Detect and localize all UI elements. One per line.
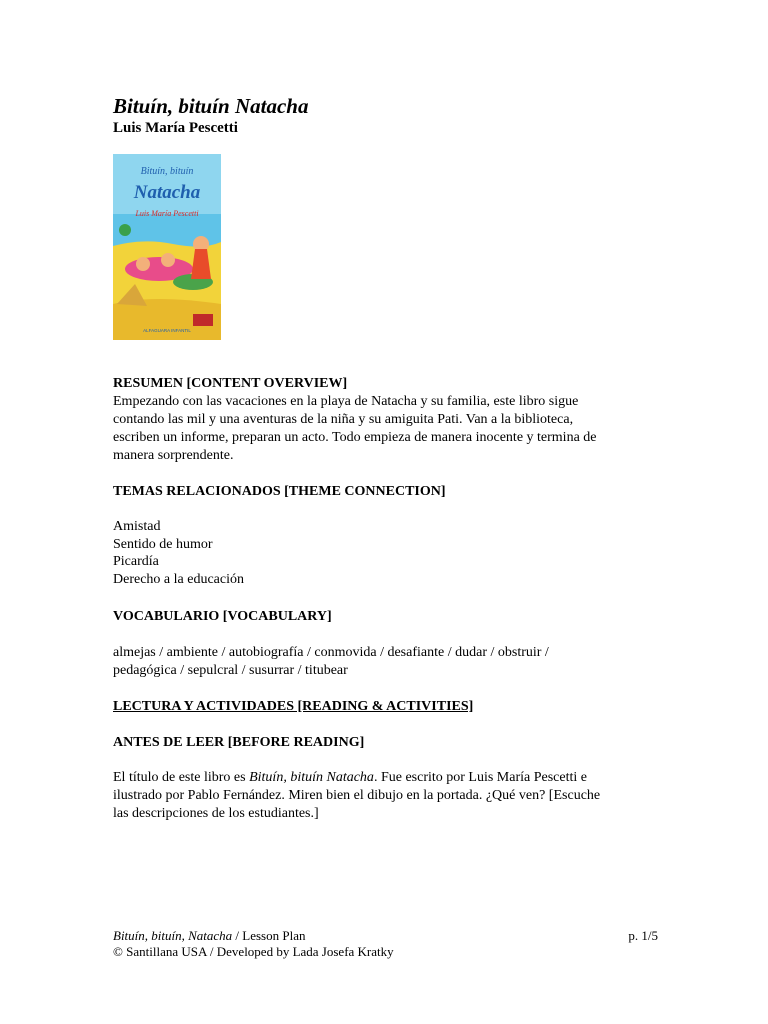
antes-line: [113, 769, 643, 787]
cover-author: Luis María Pescetti: [135, 209, 199, 218]
temas-list: [113, 518, 244, 588]
page-number: p. 1/5: [628, 928, 658, 943]
resumen-paragraph: [113, 393, 643, 465]
temas-heading: TEMAS RELACIONADOS [THEME CONNECTION]: [113, 484, 446, 499]
list-item: Sentido de humor: [113, 536, 213, 552]
lectura-heading: LECTURA Y ACTIVIDADES [READING & ACTIVITIES]: [113, 699, 474, 714]
resumen-line: manera sorprendente.: [113, 448, 234, 463]
resumen-line: Empezando con las vacaciones en la playa de Natacha y su familia, este libro sigue: [113, 394, 579, 409]
antes-line: las descripciones de los estudiantes.]: [113, 806, 319, 821]
resumen-heading: RESUMEN [CONTENT OVERVIEW]: [113, 376, 348, 391]
cover-title-line2: Natacha: [133, 182, 201, 203]
antes-heading: ANTES DE LEER [BEFORE READING]: [113, 735, 365, 750]
resumen-line: contando las mil y una aventuras de la niña y su amiguita Pati. Van a la biblioteca,: [113, 412, 574, 427]
vocabulario-line: pedagógica / sepulcral / susurrar / titubear: [113, 663, 348, 678]
list-item: Derecho a la educación: [113, 571, 244, 587]
footer-title: [113, 928, 305, 944]
antes-text: . Fue escrito por Luis María Pescetti e: [373, 770, 587, 785]
antes-line: ilustrado por Pablo Fernández. Miren bien el dibujo en la portada. ¿Qué ven? [Escuche: [113, 788, 601, 803]
cover-publisher: ALFAGUARA INFANTIL: [143, 328, 191, 333]
footer-title-rest: / Lesson Plan: [232, 928, 306, 943]
antes-book-title: Bituín, bituín Natacha: [249, 770, 374, 785]
footer-book-title: Bituín, bituín, Natacha: [113, 928, 233, 943]
list-item: Picardía: [113, 554, 159, 569]
vocabulario-line: almejas / ambiente / autobiografía / conmovida / desafiante / dudar / obstruir /: [113, 645, 549, 660]
footer-credit: © Santillana USA / Developed by Lada Josefa Kratky: [113, 944, 394, 959]
antes-paragraph: [113, 769, 643, 823]
antes-text: El título de este libro es: [113, 770, 250, 785]
list-item: Amistad: [113, 519, 161, 534]
cover-title-line1: Bituín, bituín: [140, 166, 194, 177]
book-title: Bituín, bituín Natacha: [113, 94, 309, 118]
book-author: Luis María Pescetti: [113, 120, 238, 136]
vocabulario-heading: VOCABULARIO [VOCABULARY]: [113, 609, 332, 624]
vocabulario-paragraph: [113, 644, 643, 680]
page-footer: [113, 928, 658, 960]
book-cover-image: [113, 154, 221, 340]
resumen-line: escriben un informe, preparan un acto. Todo empieza de manera inocente y termina de: [113, 430, 597, 445]
